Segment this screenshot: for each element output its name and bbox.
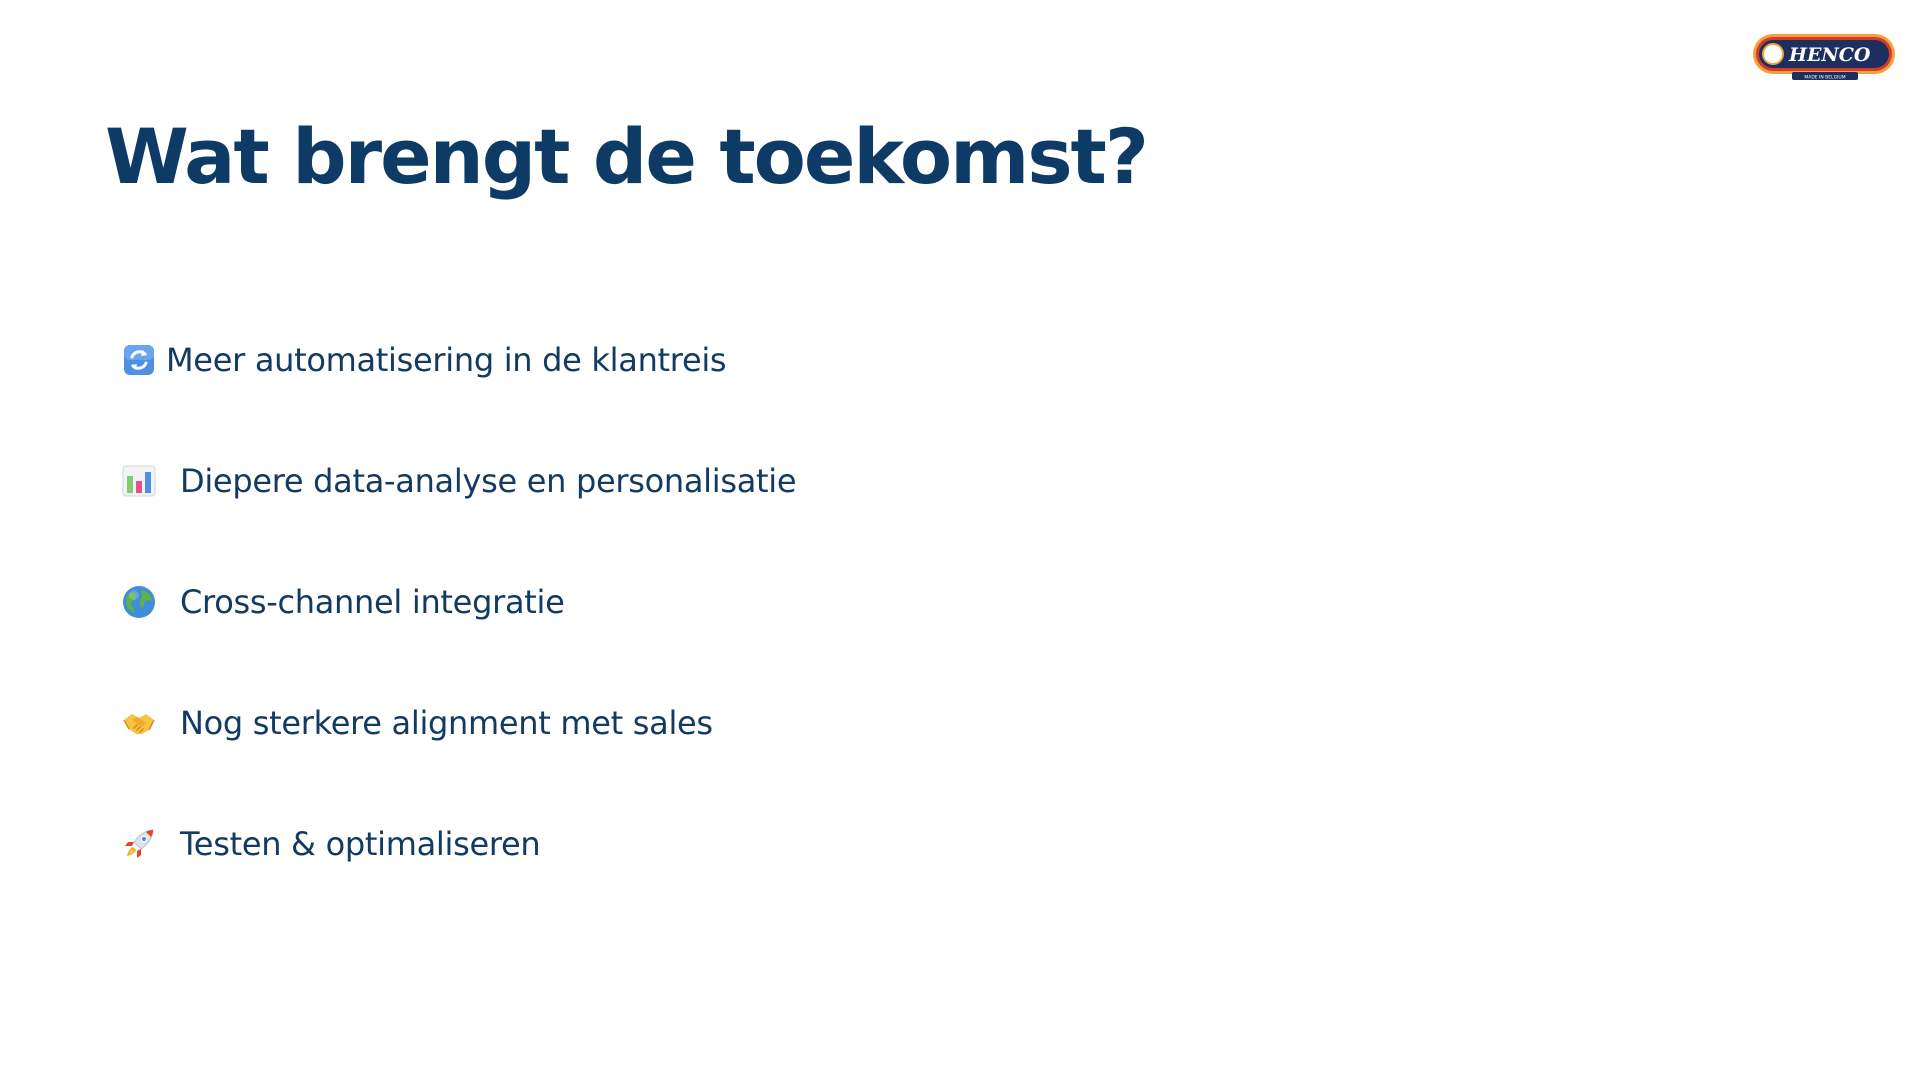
list-item-text: Diepere data-analyse en personalisatie (180, 462, 797, 500)
list-item (122, 814, 796, 935)
list-item (122, 330, 796, 451)
henco-logo-icon (1752, 33, 1896, 83)
future-list (122, 330, 796, 935)
list-item-text: Meer automatisering in de klantreis (166, 341, 727, 379)
arrows-counterclockwise-icon (122, 343, 156, 377)
list-item-text: Cross-channel integratie (180, 583, 565, 621)
list-item (122, 693, 796, 814)
logo-text: HENCO (1789, 44, 1871, 66)
list-item-text: Nog sterkere alignment met sales (180, 704, 713, 742)
rocket-icon (122, 827, 156, 861)
logo-subtext: MADE IN BELGIUM (1804, 75, 1846, 81)
list-item-text: Testen & optimaliseren (180, 825, 541, 863)
globe-icon (122, 585, 156, 619)
handshake-icon (122, 706, 156, 740)
list-item (122, 572, 796, 693)
henco-logo (1752, 33, 1896, 83)
list-item (122, 451, 796, 572)
bar-chart-icon (122, 464, 156, 498)
slide-title: Wat brengt de toekomst? (105, 112, 1147, 201)
